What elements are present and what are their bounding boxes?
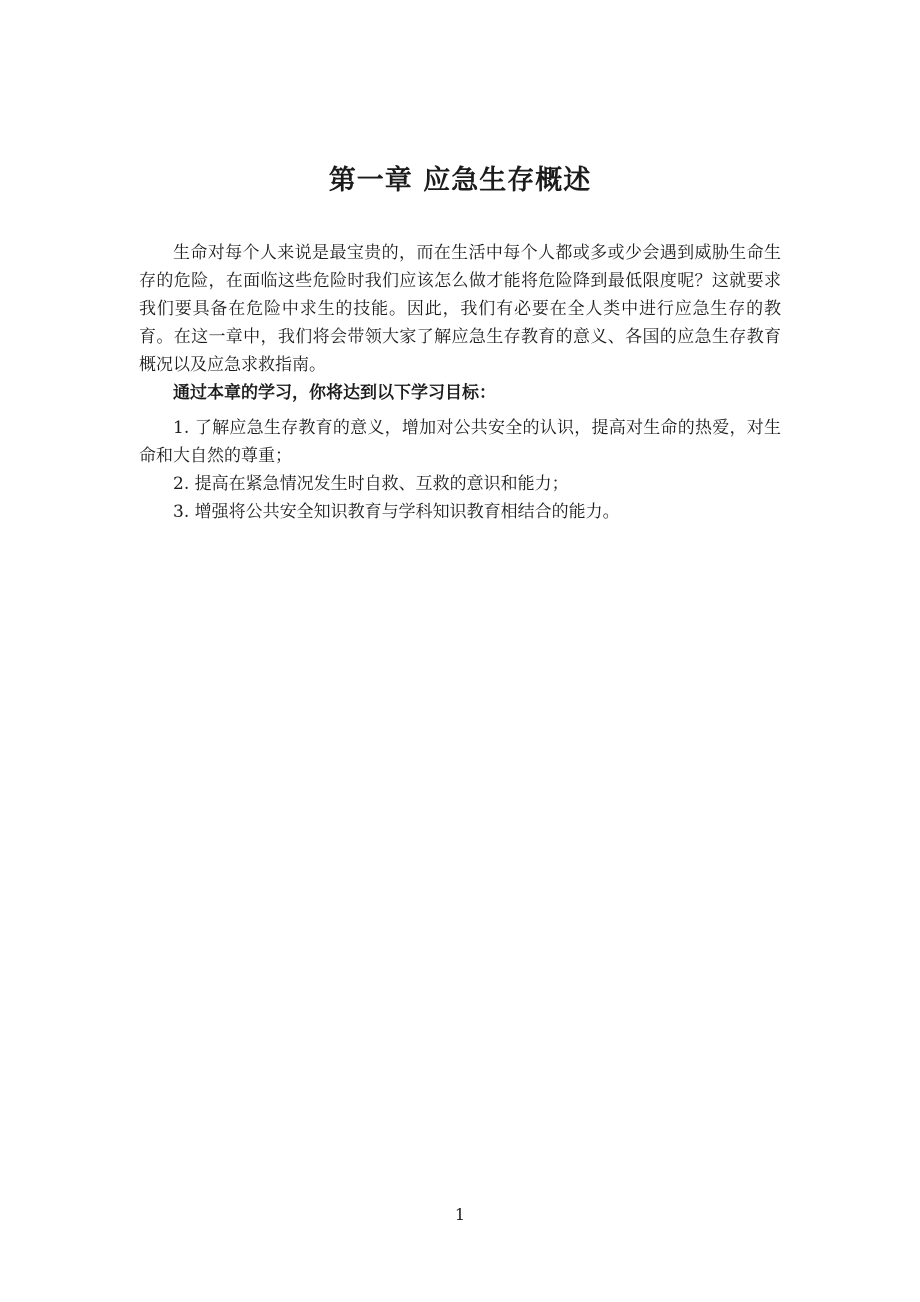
page-number: 1 <box>454 1205 466 1224</box>
objective-item-3: 3. 增强将公共安全知识教育与学科知识教育相结合的能力。 <box>173 502 620 522</box>
objective-item-1: 1. 了解应急生存教育的意义，增加对公共安全的认识，提高对生命的热爱，对生命和大自然的尊重； <box>139 418 781 466</box>
intro-paragraph: 生命对每个人来说是最宝贵的，而在生活中每个人都或多或少会遇到威胁生命生存的危险，在面临这些危险时我们应该怎么做才能将危险降到最低限度呢？这就要求我们要具备在危险中求生的技能。因此，我们有必要在全人类中进行应急生存的教育。在这一章中，我们将会带领大家了解应急生存教育的意义、各国的应急生存教育概况以及应急求救指南。 <box>139 243 781 375</box>
objectives-list <box>139 414 781 526</box>
objectives-heading: 通过本章的学习，你将达到以下学习目标： <box>173 383 496 403</box>
chapter-title: 第一章 应急生存概述 <box>328 165 592 197</box>
objective-item-2: 2. 提高在紧急情况发生时自救、互救的意识和能力； <box>173 474 569 494</box>
